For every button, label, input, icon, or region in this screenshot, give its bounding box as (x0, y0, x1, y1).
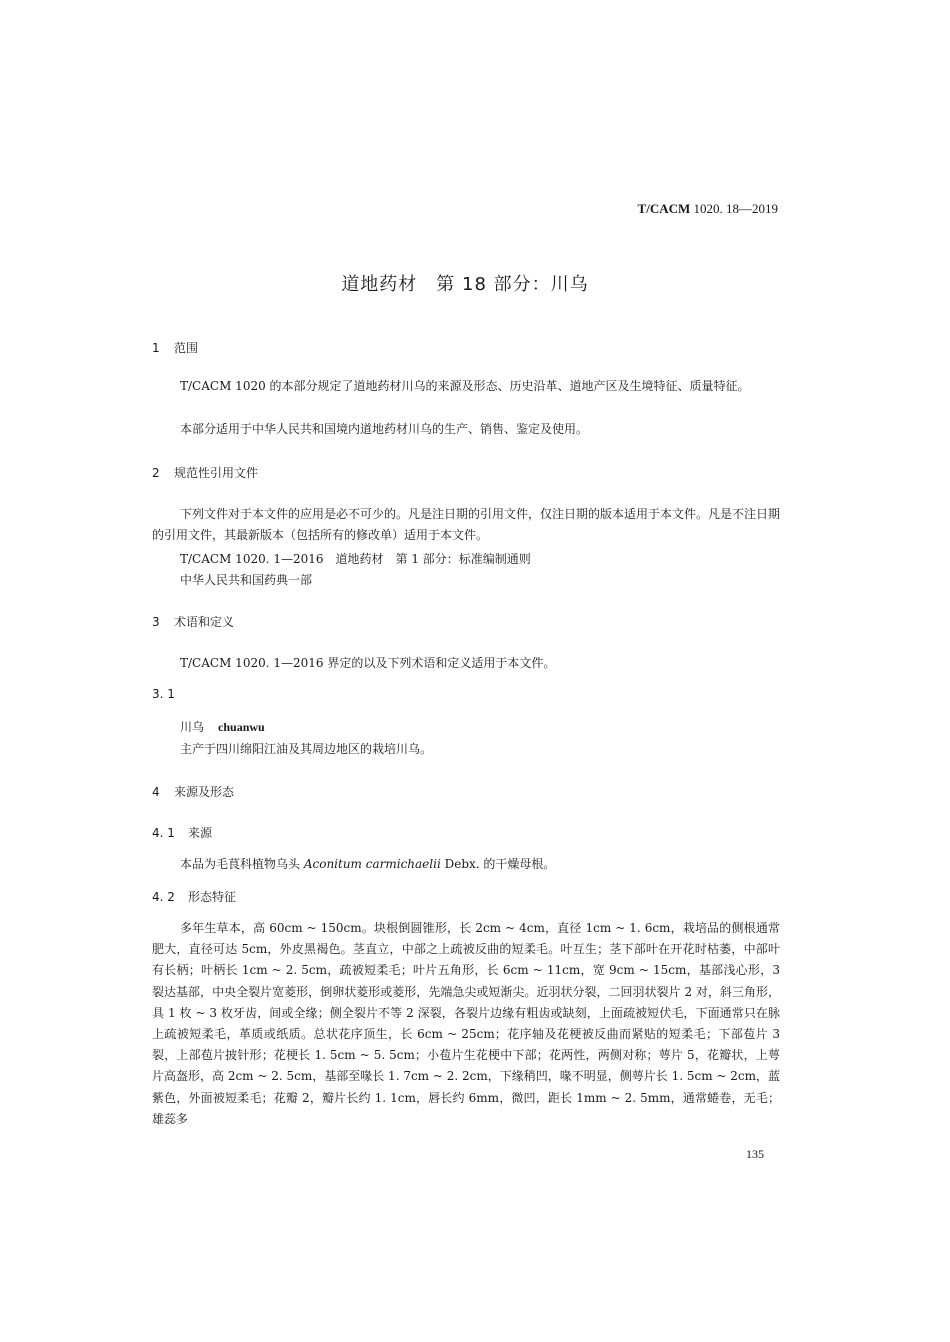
section-1-paragraph-2: 本部分适用于中华人民共和国境内道地药材川乌的生产、销售、鉴定及使用。 (180, 422, 589, 436)
section-3-heading: 3 术语和定义 (152, 615, 235, 629)
subsection-4-2-heading: 4. 2 形态特征 (152, 890, 237, 904)
section-3-paragraph-1: T/CACM 1020. 1—2016 界定的以及下列术语和定义适用于本文件。 (180, 656, 556, 670)
subsection-3-1-number: 3. 1 (152, 687, 175, 701)
latin-name: Aconitum carmichaelii (303, 857, 441, 871)
section-2-heading: 2 规范性引用文件 (152, 466, 259, 480)
section-1-heading: 1 范围 (152, 341, 199, 355)
section-2-paragraph-1: 下列文件对于本文件的应用是必不可少的。凡是注日期的引用文件，仅注日期的版本适用于本文件。凡是不注日期的引用文件，其最新版本（包括所有的修改单）适用于本文件。 (152, 507, 781, 543)
reference-1: T/CACM 1020. 1—2016 道地药材 第 1 部分：标准编制通则 (180, 552, 531, 566)
document-title: 道地药材 第 18 部分：川乌 (341, 274, 589, 295)
section-4-1-paragraph: 本品为毛茛科植物乌头 Aconitum carmichaelii Debx. 的干燥母根。 (180, 857, 556, 871)
section-4-2-paragraph: 多年生草本，高 60cm ~ 150cm。块根倒圆锥形，长 2cm ~ 4cm，直径 1cm ~ 1. 6cm，栽培品的侧根通常肥大，直径可达 5cm，外皮黑褐色。茎直立，中部之上疏被反曲的短柔毛。叶互生；茎下部叶在开花时枯萎，中部叶有长柄；叶柄长 1cm ~ 2. 5cm，疏被短柔毛；叶片五角形，长 6cm ~ 11cm，宽 9cm ~ 15cm，基部浅心形，3 裂达基部，中央全裂片宽菱形，倒卵状菱形或菱形，先端急尖或短渐尖。近羽状分裂，二回羽状裂片 2 对，斜三角形，具 1 枚 ~ 3 枚牙齿，间或全缘；侧全裂片不等 2 深裂，各裂片边缘有粗齿或缺刻，上面疏被短伏毛，下面通常只在脉上疏被短柔毛，革质或纸质。总状花序顶生，长 6cm ~ 25cm；花序轴及花梗被反曲而紧贴的短柔毛；下部苞片 3 裂，上部苞片披针形；花梗长 1. 5cm ~ 5. 5cm；小苞片生花梗中下部；花两性，两侧对称；萼片 5，花瓣状，上萼片高盔形，高 2cm ~ 2. 5cm，基部至喙长 1. 7cm ~ 2. 2cm，下缘稍凹，喙不明显，侧萼片长 1. 5cm ~ 2cm，蓝紫色，外面被短柔毛；花瓣 2，瓣片长约 1. 1cm，唇长约 6mm，微凹，距长 1mm ~ 2. 5mm，通常蜷卷，无毛；雄蕊多 (152, 921, 780, 1126)
section-1-paragraph-1: T/CACM 1020 的本部分规定了道地药材川乌的来源及形态、历史沿革、道地产区及生境特征、质量特征。 (180, 379, 750, 393)
page-number: 135 (746, 1147, 764, 1161)
term-entry: 川乌 chuanwu (180, 720, 265, 734)
document-code: T/CACM 1020. 18—2019 (637, 201, 778, 216)
section-4-heading: 4 来源及形态 (152, 785, 235, 799)
subsection-4-1-heading: 4. 1 来源 (152, 826, 213, 840)
reference-2: 中华人民共和国药典一部 (180, 573, 313, 587)
term-definition: 主产于四川绵阳江油及其周边地区的栽培川乌。 (180, 742, 433, 756)
